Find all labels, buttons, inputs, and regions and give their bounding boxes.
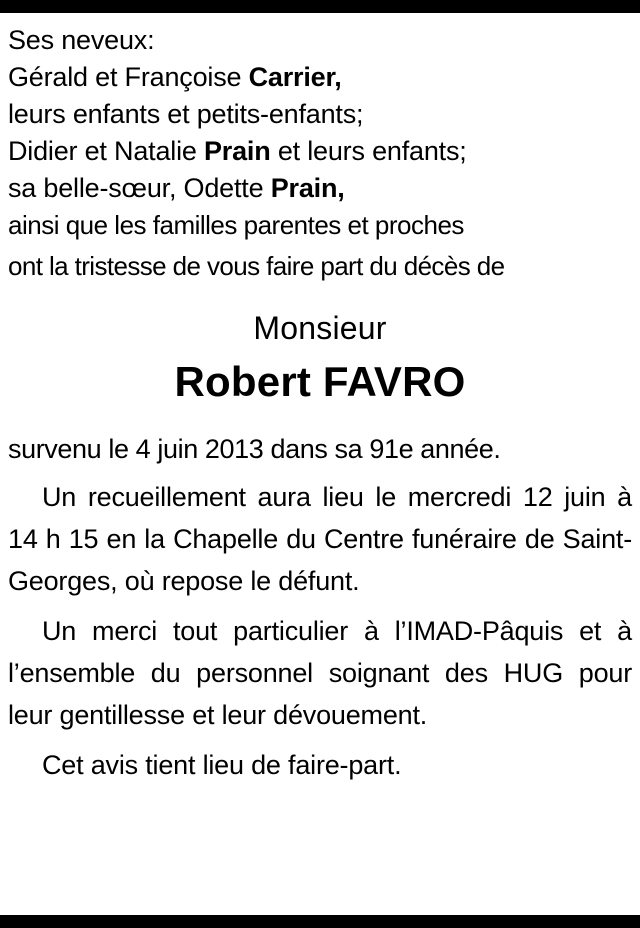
family-line [8,133,632,170]
family-intro: Ses neveux: [8,25,155,55]
family-line-emphasis: Prain [204,136,271,166]
family-line-text: Gérald et Françoise [8,62,249,92]
family-line-text: sa belle-sœur, Odette [8,173,271,203]
family-line-tail: et leurs enfants; [270,136,467,166]
notice-content [8,0,632,786]
family-line-text: Didier et Natalie [8,136,204,166]
family-closing: ainsi que les familles parentes et proches [8,210,464,240]
paragraph-closing: Cet avis tient lieu de faire-part. [42,750,402,780]
deceased-name: Robert FAVRO [174,358,466,405]
family-line-emphasis: Carrier, [248,62,342,92]
announcement-line: ont la tristesse de vous faire part du décès de [8,251,505,281]
family-line [8,170,632,207]
paragraph-ceremony: Un recueillement aura lieu le mercredi 12 juin à 14 h 15 en la Chapelle du Centre funéraire de Saint-Georges, où repose le défunt. [8,482,632,596]
family-block [8,22,632,244]
bottom-rule-divider [0,915,640,928]
family-line-emphasis: Prain, [270,173,345,203]
family-line-text: leurs enfants et petits-enfants; [8,99,364,129]
honorific: Monsieur [253,310,387,346]
family-line [8,59,632,96]
top-rule-divider [0,0,640,13]
paragraph-thanks: Un merci tout particulier à l’IMAD-Pâquis et à l’ensemble du personnel soignant des HUG pour leur gentillesse et leur dévouement. [8,616,632,730]
family-line [8,96,632,133]
death-date-line: survenu le 4 juin 2013 dans sa 91e année. [8,434,501,464]
